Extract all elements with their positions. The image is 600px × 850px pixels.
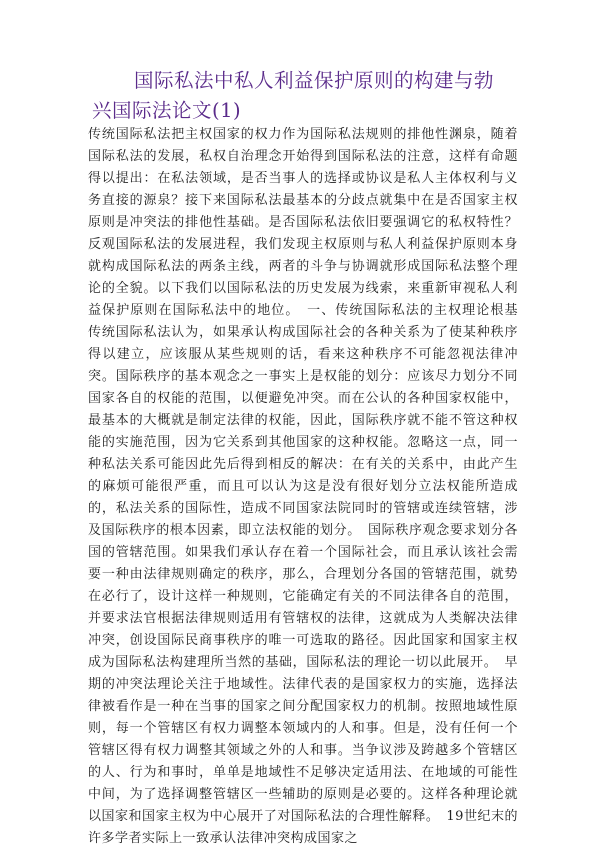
document-title: 国际私法中私人利益保护原则的构建与勃兴国际法论文(1) — [92, 69, 495, 122]
document-body: 传统国际私法把主权国家的权力作为国际私法规则的排他性渊泉，随着国际私法的发展，私权自治理念开始得到国际私法的注意，这样有命题得以提出：在私法领域，是否当事人的选择或协议是私人主体权利与义务直接的源泉？接下来国际私法最基本的分歧点就集中在是否国家主权原则是冲突法的排他性基础。是否国际私法依旧要强调它的私权特性？反观国际私法的发展进程，我们发现主权原则与私人利益保护原则本身就构成国际私法的两条主线，两者的斗争与协调就形成国际私法整个理论的全貌。以下我们以国际私法的历史发展为线索，来重新审视私人利益保护原则在国际私法中的地位。 一、传统国际私法的主权理论根基 传统国际私法认为，如果承认构成国际社会的各种关系为了使某种秩序得以建立，应该服从某些规则的话，看来这种秩序不可能忽视法律冲突。国际秩序的基本观念之一事实上是权能的划分：应该尽力划分不同国家各自的权能的范围，以便避免冲突。而在公认的各种国家权能中，最基本的大概就是制定法律的权能，因此，国际秩序就不能不管这种权能的实施范围，因为它关系到其他国家的这种权能。忽略这一点，同一种私法关系可能因此先后得到相反的解决：在有关的关系中，由此产生的麻烦可能很严重，而且可以认为这是没有很好划分立法权能所造成的，私法关系的国际性，造成不同国家法院同时的管辖或连续管辖，涉及国际秩序的根本因素，即立法权能的划分。 国际秩序观念要求划分各国的管辖范围。如果我们承认存在着一个国际社会，而且承认该社会需要一种由法律规则确定的秩序，那么，合理划分各国的管辖范围，就势在必行了，设计这样一种规则，它能确定有关的不同法律各自的范围，并要求法官根据法律规则适用有管辖权的法律，这就成为人类解决法律冲突，创设国际民商事秩序的唯一可选取的路径。因此国家和国家主权成为国际私法构建理所当然的基础，国际私法的理论一切以此展开。 早期的冲突法理论关注于地域性。法律代表的是国家权力的实施，选择法律被看作是一种在当事的国家之间分配国家权力的机制。按照地域性原则，每一个管辖区有权力调整本领域内的人和事。但是，没有任何一个管辖区得有权力调整其领域之外的人和事。当争议涉及跨越多个管辖区的人、行为和事时，单单是地域性不足够决定适用法、在地域的可能性中间，为了选择调整管辖区一些辅助的原则是必要的。这样各种理论就以国家和国家主权为中心展开了对国际私法的合理性解释。 19世纪末的许多学者实际上一致承认法律冲突构成国家之 — [88, 127, 532, 846]
